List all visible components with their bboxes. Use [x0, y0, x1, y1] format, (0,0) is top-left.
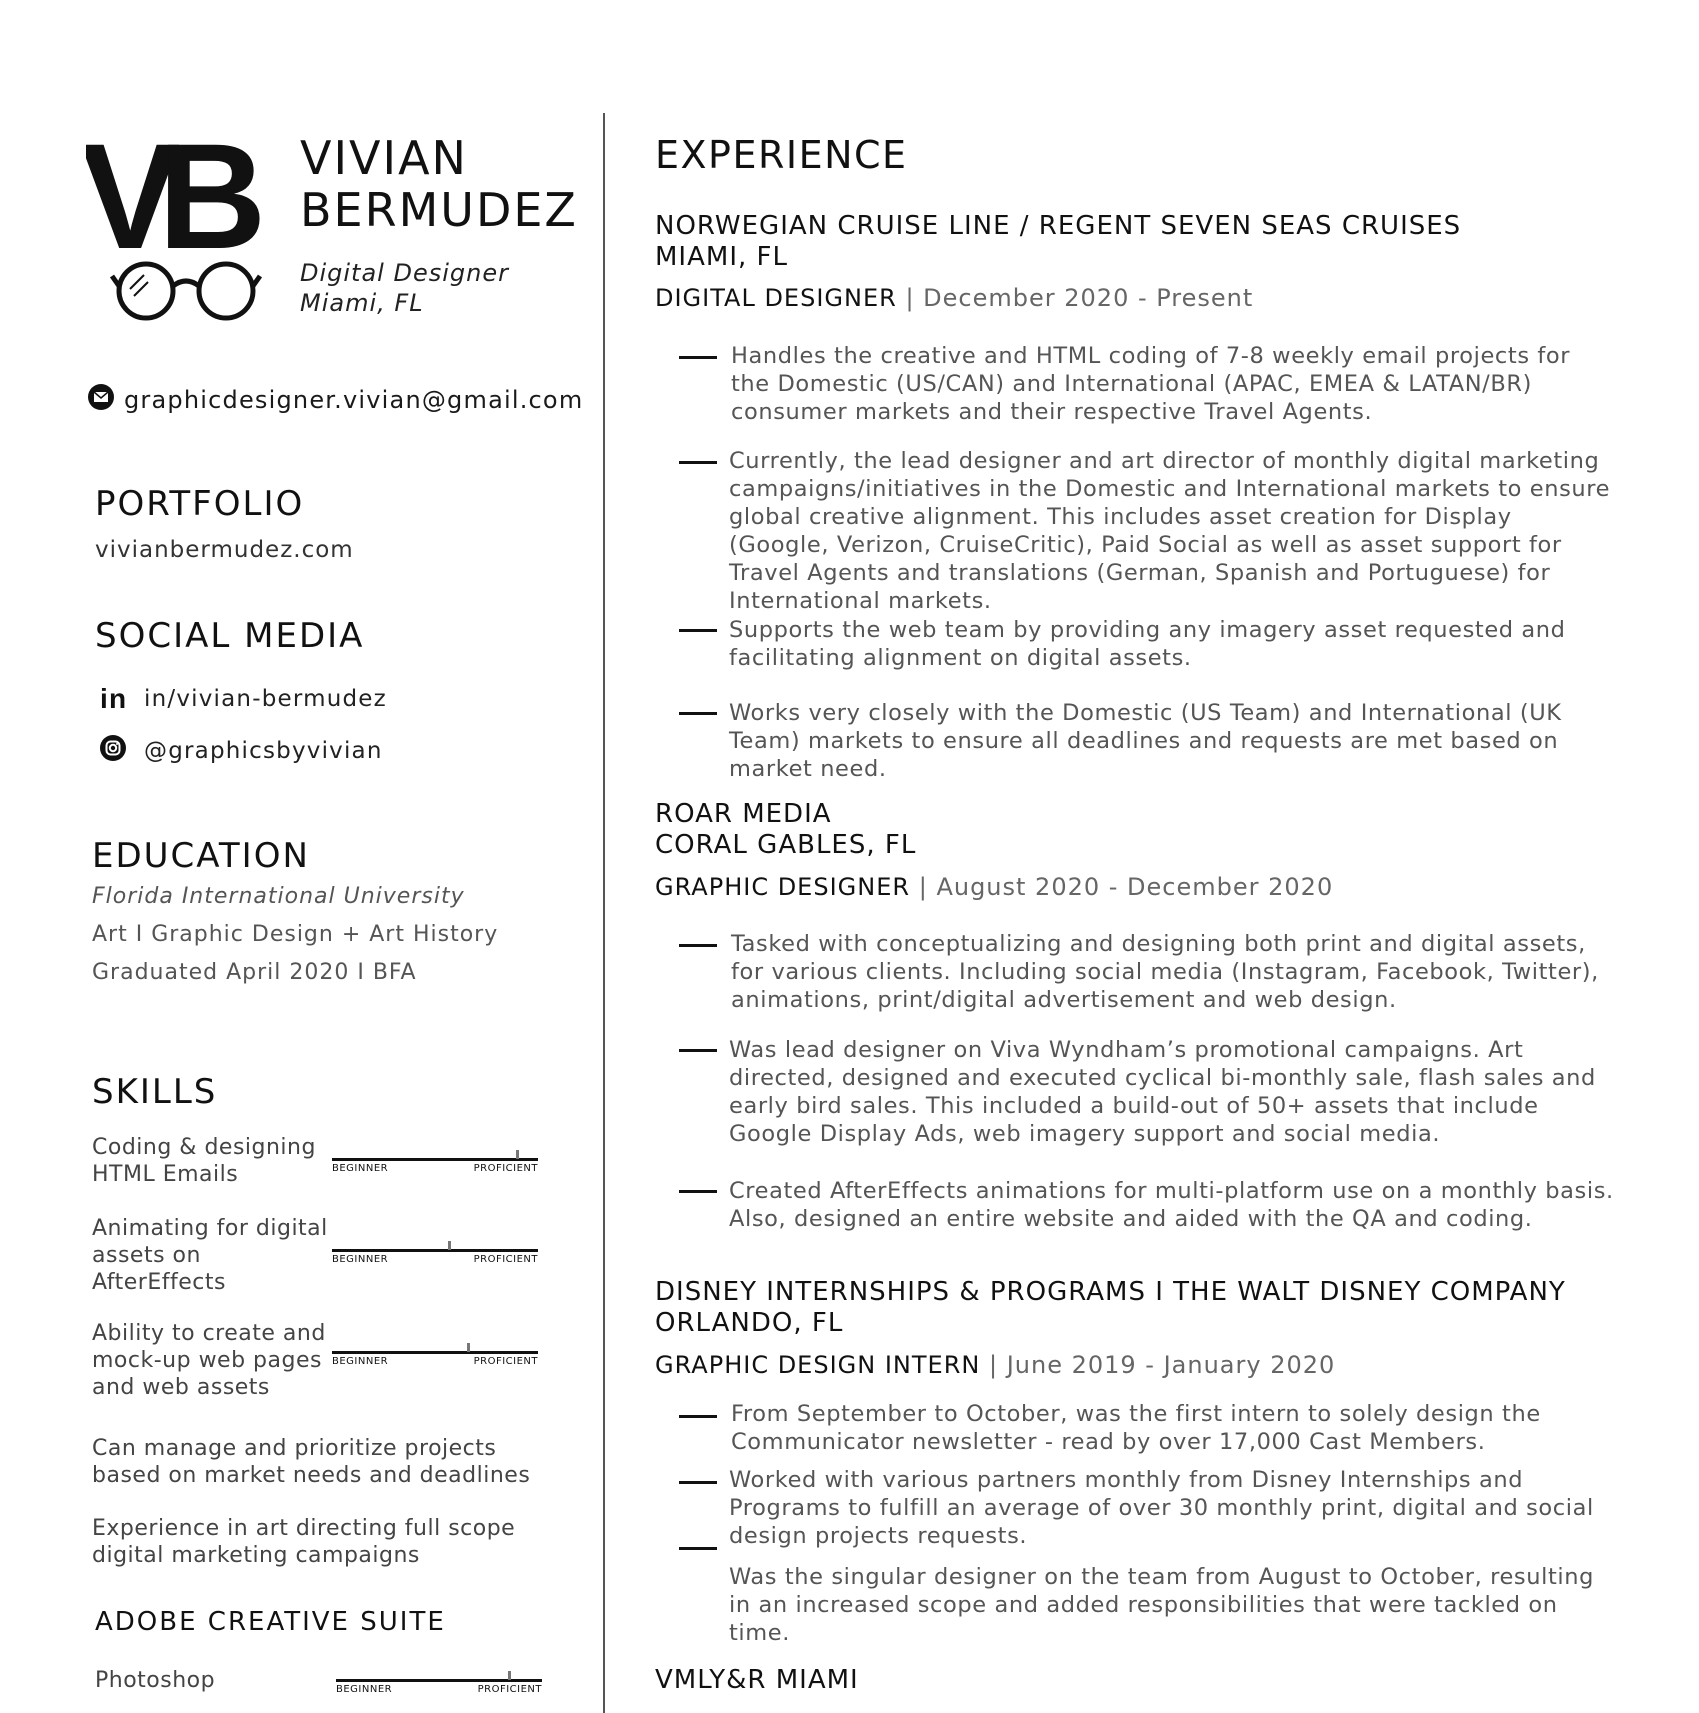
- bullet-dash: [679, 944, 717, 947]
- job-bullet: Tasked with conceptualizing and designing both print and digital assets, for various clients. Including social media (Instagram, Facebook, Twitter), animations, print/digital advertisement and web design.: [731, 931, 1599, 1013]
- company-name: ROAR MEDIA: [655, 799, 832, 829]
- job-bullet: Handles the creative and HTML coding of 7-8 weekly email projects for the Domestic (US/CAN) and International (APAC, EMEA & LATAN/BR) consumer markets and their respective Travel Agents.: [731, 343, 1571, 425]
- job-bullet: Was the singular designer on the team from August to October, resulting in an increased scope and added responsibilities that were tackled on time.: [729, 1564, 1594, 1646]
- skill-label: Animating for digital assets on AfterEffects: [92, 1216, 328, 1295]
- company-name: DISNEY INTERNSHIPS & PROGRAMS I THE WALT DISNEY COMPANY: [655, 1277, 1566, 1307]
- job-title: GRAPHIC DESIGN INTERN: [655, 1351, 981, 1379]
- scale-high-label: PROFICIENT: [473, 1356, 538, 1367]
- home-location: Miami, FL: [300, 289, 424, 317]
- scale-marker: [467, 1343, 470, 1352]
- scale-high-label: PROFICIENT: [473, 1163, 538, 1174]
- experience-heading: EXPERIENCE: [655, 133, 908, 177]
- scale-marker: [516, 1150, 519, 1159]
- education-block: [92, 878, 498, 992]
- linkedin-row[interactable]: [100, 683, 387, 715]
- graduation-date: Graduated April 2020 I BFA: [92, 960, 417, 985]
- scale-low-label: BEGINNER: [336, 1684, 393, 1695]
- job-dates: June 2019 - January 2020: [1006, 1351, 1336, 1379]
- job-company: [655, 799, 916, 861]
- job-title: GRAPHIC DESIGNER: [655, 873, 911, 901]
- company-name: VMLY&R MIAMI: [655, 1665, 859, 1695]
- job-company: [655, 211, 1461, 273]
- email-link[interactable]: graphicdesigner.vivian@gmail.com: [124, 386, 584, 414]
- scale-low-label: BEGINNER: [332, 1163, 389, 1174]
- scale-bar: [332, 1249, 538, 1252]
- scale-bar: [336, 1679, 542, 1682]
- job-dates: August 2020 - December 2020: [936, 873, 1334, 901]
- job-company: [655, 1277, 1566, 1339]
- linkedin-handle[interactable]: in/vivian-bermudez: [144, 686, 387, 712]
- bullet-dash: [679, 1481, 717, 1484]
- scale-low-label: BEGINNER: [332, 1254, 389, 1265]
- skill-text: Experience in art directing full scope digital marketing campaigns: [92, 1516, 516, 1568]
- skills-heading: SKILLS: [92, 1072, 218, 1112]
- instagram-icon: [100, 735, 126, 767]
- portfolio-heading: PORTFOLIO: [95, 484, 305, 524]
- skill-scale: [332, 1241, 538, 1265]
- bullet-dash: [679, 712, 717, 715]
- degree-program: Art I Graphic Design + Art History: [92, 922, 499, 947]
- job-separator: |: [905, 284, 915, 312]
- bullet-dash: [679, 356, 717, 359]
- scale-high-label: PROFICIENT: [477, 1684, 542, 1695]
- job-bullet: Supports the web team by providing any imagery asset requested and facilitating alignment on digital assets.: [729, 617, 1566, 671]
- company-location: MIAMI, FL: [655, 242, 788, 272]
- skill-text: Can manage and prioritize projects based on market needs and deadlines: [92, 1436, 531, 1488]
- portfolio-link[interactable]: vivianbermudez.com: [95, 537, 354, 563]
- linkedin-icon: in: [100, 683, 128, 714]
- skill-scale: [332, 1150, 538, 1174]
- skill-label: Ability to create and mock-up web pages and web assets: [92, 1321, 326, 1400]
- logo-monogram: VB: [86, 136, 245, 280]
- scale-low-label: BEGINNER: [332, 1356, 389, 1367]
- skill-label: Coding & designing HTML Emails: [92, 1135, 316, 1187]
- bullet-dash: [679, 461, 717, 464]
- scale-marker: [448, 1241, 451, 1250]
- bullet-dash: [679, 1049, 717, 1052]
- mail-icon: [88, 384, 114, 416]
- job-bullet: From September to October, was the first intern to solely design the Communicator newsletter - read by over 17,000 Cast Members.: [731, 1401, 1541, 1455]
- job-company: [655, 1665, 859, 1696]
- vb-logo: [86, 136, 276, 326]
- job-separator: |: [988, 1351, 999, 1379]
- column-divider: [603, 113, 605, 1713]
- job-bullet: Currently, the lead designer and art director of monthly digital marketing campaigns/initiatives in the Domestic and International markets to ensure global creative alignment. This includes asset creation for Display (Google, Verizon, CruiseCritic), Paid Social as well as asset support for Travel Agents and translations (German, Spanish and Portuguese) for International markets.: [729, 448, 1611, 614]
- first-name: VIVIAN: [300, 131, 468, 185]
- instagram-handle[interactable]: @graphicsbyvivian: [144, 738, 383, 764]
- skill-scale: [336, 1671, 542, 1695]
- scale-bar: [332, 1158, 538, 1161]
- education-heading: EDUCATION: [92, 836, 310, 876]
- company-location: ORLANDO, FL: [655, 1308, 844, 1338]
- bullet-dash: [679, 629, 717, 632]
- skill-label: Photoshop: [95, 1668, 216, 1693]
- job-line: [655, 1351, 1335, 1379]
- candidate-name: [300, 132, 578, 236]
- scale-bar: [332, 1351, 538, 1354]
- company-location: CORAL GABLES, FL: [655, 830, 917, 860]
- candidate-role: [300, 258, 509, 318]
- job-title: Digital Designer: [300, 259, 509, 287]
- job-bullet: Created AfterEffects animations for multi-platform use on a monthly basis. Also, designed an entire website and aided with the QA and coding.: [729, 1178, 1614, 1232]
- company-name: NORWEGIAN CRUISE LINE / REGENT SEVEN SEAS CRUISES: [655, 211, 1462, 241]
- job-bullet: Works very closely with the Domestic (US Team) and International (UK Team) markets to ensure all deadlines and requests are met based on market need.: [729, 700, 1562, 782]
- scale-marker: [508, 1671, 511, 1680]
- job-bullet: Worked with various partners monthly from Disney Internships and Programs to fulfill an average of over 30 monthly print, digital and social design projects requests.: [729, 1467, 1594, 1549]
- job-line: [655, 873, 1333, 901]
- adobe-heading: ADOBE CREATIVE SUITE: [95, 1607, 446, 1637]
- job-bullet: Was lead designer on Viva Wyndham’s promotional campaigns. Art directed, designed and executed cyclical bi-monthly sale, flash sales and early bird sales. This included a build-out of 50+ assets that include Google Display Ads, web imagery support and social media.: [729, 1037, 1596, 1147]
- bullet-dash: [679, 1415, 717, 1418]
- scale-high-label: PROFICIENT: [473, 1254, 538, 1265]
- bullet-dash: [679, 1547, 717, 1550]
- last-name: BERMUDEZ: [300, 183, 578, 237]
- job-separator: |: [918, 873, 928, 901]
- bullet-dash: [679, 1190, 717, 1193]
- job-title: DIGITAL DESIGNER: [655, 284, 897, 312]
- job-line: [655, 284, 1253, 312]
- instagram-row[interactable]: [100, 735, 383, 767]
- skill-scale: [332, 1343, 538, 1367]
- social-media-heading: SOCIAL MEDIA: [95, 616, 365, 656]
- school-name: Florida International University: [92, 884, 465, 909]
- job-dates: December 2020 - Present: [923, 284, 1254, 312]
- email-row[interactable]: [88, 384, 583, 416]
